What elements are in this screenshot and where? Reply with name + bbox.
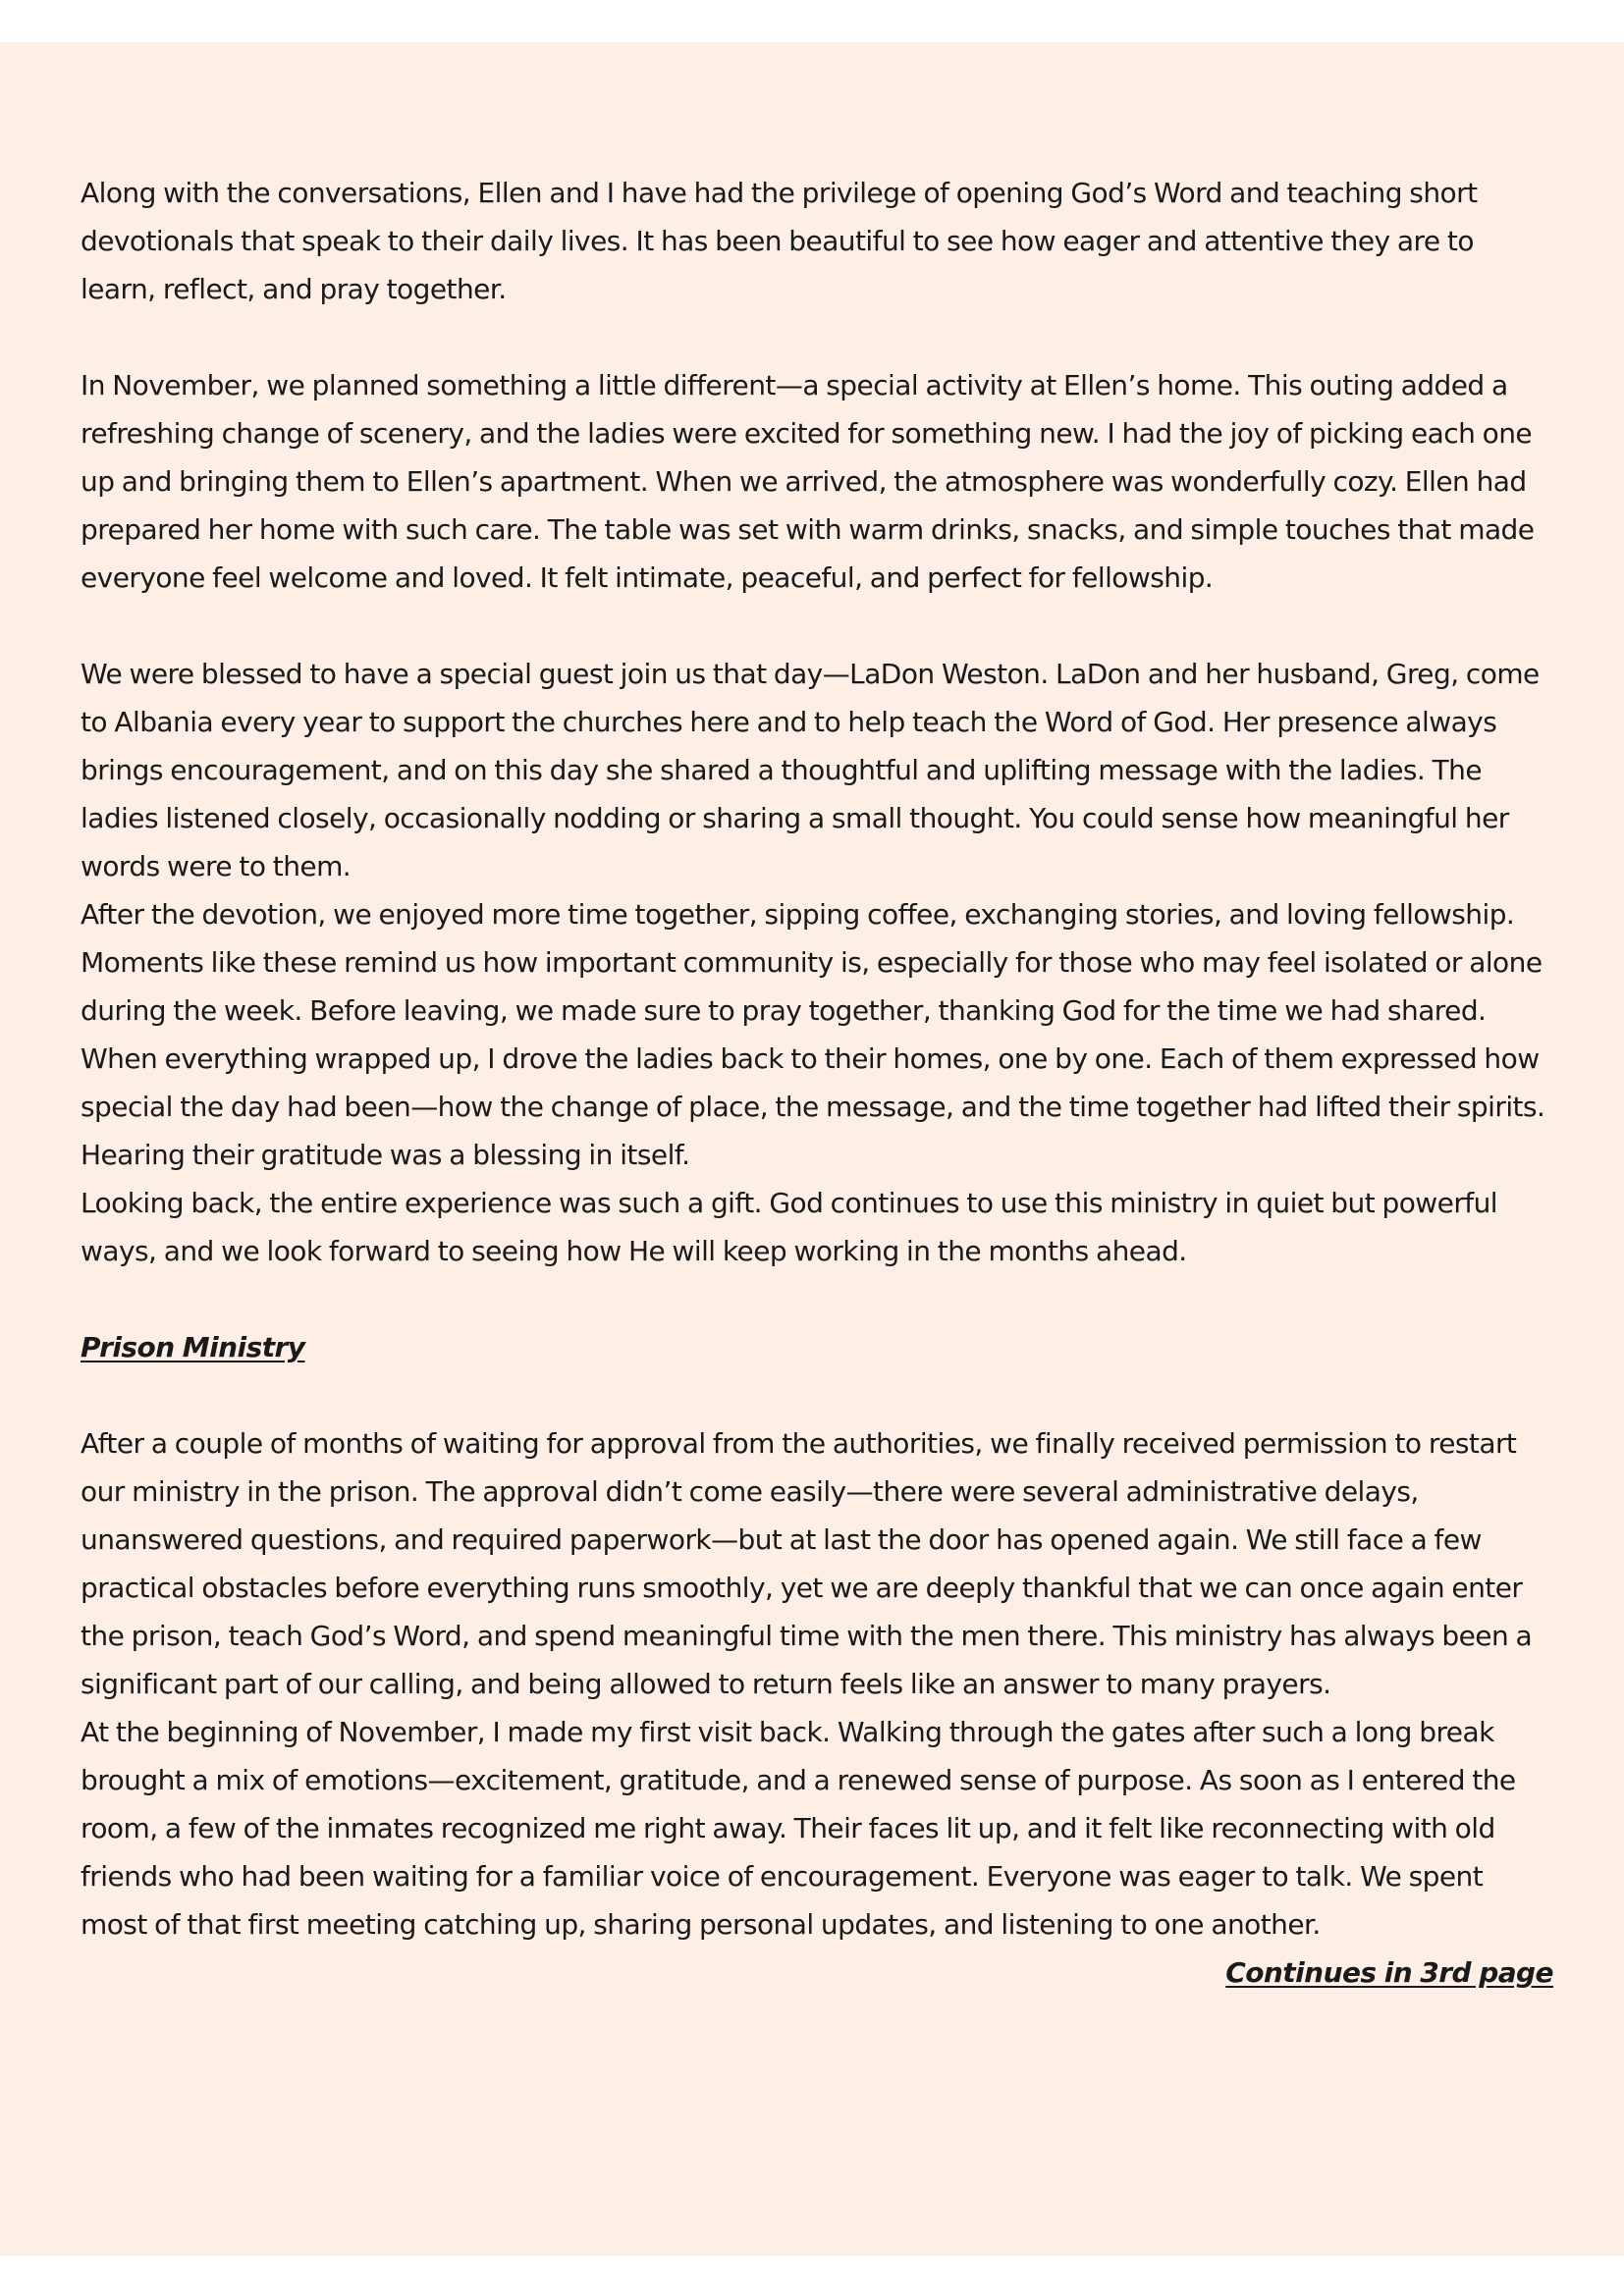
paragraph-first-visit: At the beginning of November, I made my first visit back. Walking through the gates after such a long break brought a mix of emotions—excitement, gratitude, and a renewed sense of purpose. As soon as I entered the room, a few of the inmates recognized me right away. Their faces lit up, and it felt like reconnecting with old friends who had been waiting for a familiar voice of encouragement. Everyone was eager to talk. We spent most of that first meeting catching up, sharing personal updates, and listening to one another. [81,1716,1516,1941]
paragraph-looking-back: Looking back, the entire experience was such a gift. God continues to use this ministry in quiet but powerful ways, and we look forward to seeing how He will keep working in the months ahead. [81,1187,1498,1267]
paragraph-gap [81,602,1553,650]
paragraph-prison-approval: After a couple of months of waiting for approval from the authorities, we finally received permission to restart our ministry in the prison. The approval didn’t come easily—there were several administrative delays, unanswered questions, and required paperwork—but at last the door has opened again. We still face a few practical obstacles before everything runs smoothly, yet we are deeply thankful that we can once again enter the prison, teach God’s Word, and spend meaningful time with the men there. This ministry has always been a significant part of our calling, and being allowed to return feels like an answer to many prayers. [81,1427,1533,1700]
paragraph-special-guest: We were blessed to have a special guest join us that day—LaDon Weston. LaDon and her husband, Greg, come to Albania every year to support the churches here and to help teach the Word of God. Her presence always brings encouragement, and on this day she shared a thoughtful and uplifting message with the ladies. The ladies listened closely, occasionally nodding or sharing a small thought. You could sense how meaningful her words were to them. [81,658,1540,882]
newsletter-body [81,169,1553,1997]
paragraph-november-activity: In November, we planned something a little different—a special activity at Ellen’s home. This outing added a refreshing change of scenery, and the ladies were excited for something new. I had the joy of picking each one up and bringing them to Ellen’s apartment. When we arrived, the atmosphere was wonderfully cozy. Ellen had prepared her home with such care. The table was set with warm drinks, snacks, and simple touches that made everyone feel welcome and loved. It felt intimate, peaceful, and perfect for fellowship. [81,369,1535,594]
section-heading-prison-ministry: Prison Ministry [81,1331,305,1363]
paragraph-gap [81,1275,1553,1323]
paragraph-after-devotion: After the devotion, we enjoyed more time together, sipping coffee, exchanging stories, and loving fellowship. Moments like these remind us how important community is, especially for those who may feel isolated or alone during the week. Before leaving, we made sure to pray together, thanking God for the time we had shared. When everything wrapped up, I drove the ladies back to their homes, one by one. Each of them expressed how special the day had been—how the change of place, the message, and the time together had lifted their spirits. Hearing their gratitude was a blessing in itself. [81,898,1545,1171]
paragraph-gap [81,1371,1553,1419]
paragraph-gap [81,313,1553,361]
continues-link[interactable]: Continues in 3rd page [1225,1956,1553,1989]
paragraph-devotionals: Along with the conversations, Ellen and I have had the privilege of opening God’s Word and teaching short devotionals that speak to their daily lives. It has been beautiful to see how eager and attentive they are to learn, reflect, and pray together. [81,177,1478,305]
